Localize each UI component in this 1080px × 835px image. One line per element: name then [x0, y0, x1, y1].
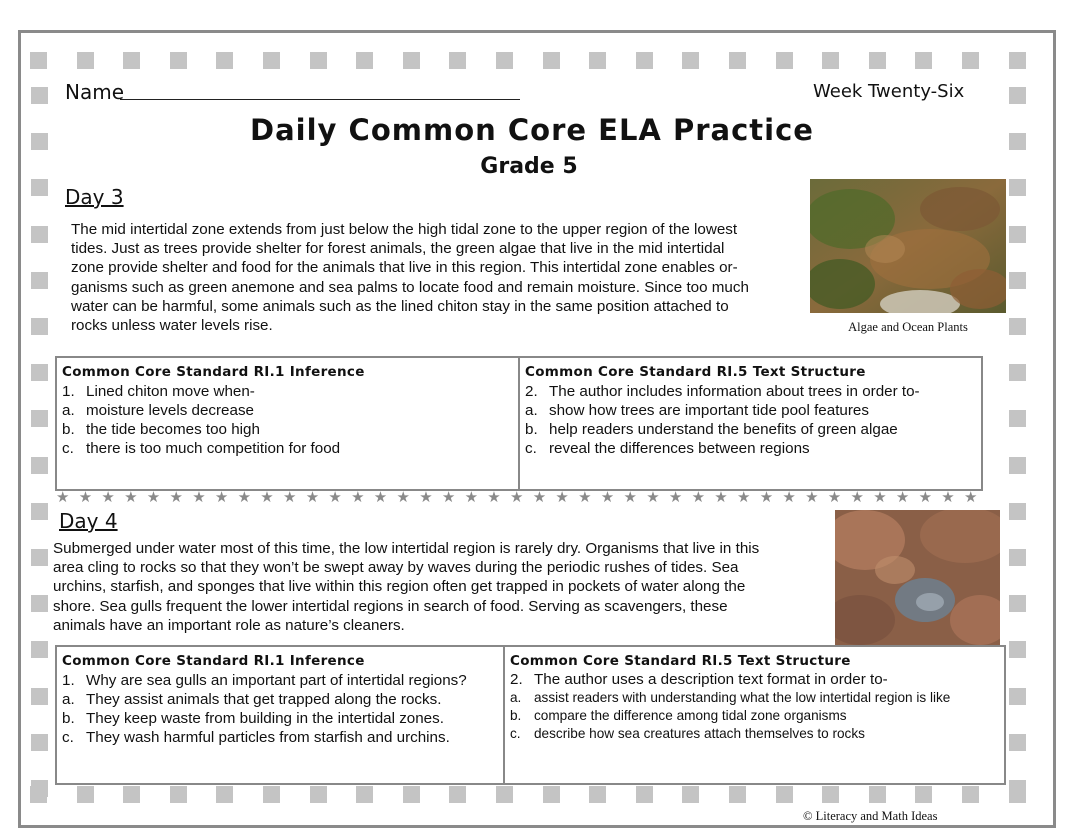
border-square [216, 52, 233, 69]
option-marker: b. [525, 421, 538, 438]
option-marker: a. [62, 691, 75, 708]
divider-star: ★ [827, 489, 842, 506]
week-label: Week Twenty-Six [813, 81, 965, 102]
question-text [62, 383, 255, 400]
passage-line: urchins, starfish, and sponges that live within this region often get trapped in pockets of water along the [53, 578, 746, 596]
border-square [31, 226, 48, 243]
border-square [1009, 364, 1026, 381]
question-number: 2. [510, 671, 523, 688]
question-text [525, 383, 920, 400]
day4-question1-box [55, 645, 505, 785]
option-text: describe how sea creatures attach themselves to rocks [534, 726, 865, 741]
border-square [636, 786, 653, 803]
border-square [915, 786, 932, 803]
passage-line: rocks unless water levels rise. [71, 317, 273, 335]
answer-option[interactable] [525, 440, 810, 457]
option-text: help readers understand the benefits of green algae [549, 421, 898, 438]
option-marker: c. [510, 726, 521, 741]
answer-option[interactable] [510, 708, 847, 723]
border-square [1009, 595, 1026, 612]
divider-star: ★ [782, 489, 796, 506]
border-square [310, 786, 327, 803]
day4-passage [53, 539, 759, 635]
grade-label: Grade 5 [480, 154, 578, 179]
border-square [962, 786, 979, 803]
option-marker: b. [510, 708, 522, 723]
name-label: Name [65, 80, 125, 104]
border-square [123, 786, 140, 803]
border-square [31, 364, 48, 381]
border-square [31, 503, 48, 520]
answer-option[interactable] [62, 421, 260, 438]
border-square [77, 52, 94, 69]
divider-star: ★ [600, 489, 615, 506]
option-text: the tide becomes too high [86, 421, 260, 438]
divider-star: ★ [691, 489, 706, 506]
border-square [636, 52, 653, 69]
border-square [1009, 179, 1026, 196]
question-stem: The author includes information about trees in order to- [549, 383, 920, 400]
border-square [403, 786, 420, 803]
day3-label: Day 3 [65, 185, 124, 209]
border-square [31, 87, 48, 104]
border-square [356, 52, 373, 69]
divider-star: ★ [305, 489, 320, 506]
border-square [30, 52, 47, 69]
border-square [1009, 734, 1026, 751]
divider-star: ★ [964, 489, 978, 506]
divider-star: ★ [464, 489, 479, 506]
divider-star: ★ [623, 489, 637, 506]
border-square [263, 52, 280, 69]
border-square [31, 410, 48, 427]
divider-star: ★ [192, 489, 206, 506]
border-square [729, 52, 746, 69]
option-text: moisture levels decrease [86, 402, 254, 419]
option-marker: b. [62, 421, 75, 438]
border-square [449, 786, 466, 803]
option-marker: c. [62, 440, 74, 457]
day3-question2-box [518, 356, 983, 491]
divider-star: ★ [941, 489, 955, 506]
answer-option[interactable] [62, 440, 340, 457]
border-square [962, 52, 979, 69]
name-blank-line [120, 99, 520, 100]
divider-star: ★ [101, 489, 115, 506]
border-square [543, 786, 560, 803]
border-square [1009, 641, 1026, 658]
border-square [682, 52, 699, 69]
option-text: They wash harmful particles from starfish and urchins. [86, 729, 450, 746]
standard-heading: Common Core Standard RI.5 Text Structure [510, 653, 851, 669]
border-square [496, 786, 513, 803]
divider-star: ★ [260, 489, 274, 506]
passage-line: zone provide shelter and food for the animals that live in this region. This intertidal zone enables or- [71, 259, 738, 277]
divider-star: ★ [873, 489, 887, 506]
border-square [1009, 226, 1026, 243]
photo-caption: Algae and Ocean Plants [848, 320, 968, 334]
divider-star: ★ [56, 489, 70, 506]
passage-line: ganisms such as green anemone and sea palms to locate food and remain moisture. Since too much [71, 278, 749, 296]
divider-star: ★ [237, 489, 252, 506]
divider-star: ★ [850, 489, 864, 506]
border-square [589, 786, 606, 803]
standard-heading: Common Core Standard RI.1 Inference [62, 653, 365, 669]
answer-option[interactable] [62, 402, 254, 419]
divider-star: ★ [578, 489, 592, 506]
option-text: assist readers with understanding what the low intertidal region is like [534, 690, 951, 705]
divider-star: ★ [646, 489, 660, 506]
option-marker: c. [62, 729, 74, 746]
passage-line: tides. Just as trees provide shelter for forest animals, the green algae that live in the mid intertidal [71, 240, 725, 258]
border-square [869, 52, 886, 69]
day3-passage [71, 220, 749, 335]
option-text: show how trees are important tide pool features [549, 402, 869, 419]
border-square [496, 52, 513, 69]
standard-heading: Common Core Standard RI.1 Inference [62, 364, 365, 380]
border-square [31, 641, 48, 658]
divider-star: ★ [714, 489, 728, 506]
border-square [31, 318, 48, 335]
border-square [1009, 52, 1026, 69]
standard-heading: Common Core Standard RI.5 Text Structure [525, 364, 866, 380]
answer-option[interactable] [62, 691, 441, 708]
border-square [589, 52, 606, 69]
copyright-notice: © Literacy and Math Ideas [803, 809, 938, 823]
border-square [1009, 272, 1026, 289]
divider-star: ★ [373, 489, 388, 506]
border-square [31, 734, 48, 751]
answer-option[interactable] [510, 726, 865, 741]
divider-star: ★ [510, 489, 524, 506]
border-square [1009, 549, 1026, 566]
tide-pool-photo [835, 510, 1000, 645]
border-square [403, 52, 420, 69]
answer-option[interactable] [62, 710, 444, 727]
question-text [62, 672, 467, 689]
border-square [1009, 87, 1026, 104]
border-square [915, 52, 932, 69]
divider-star: ★ [169, 489, 183, 506]
question-stem: The author uses a description text format in order to- [534, 671, 888, 688]
option-marker: b. [62, 710, 75, 727]
border-square [1009, 457, 1026, 474]
border-square [869, 786, 886, 803]
border-square [822, 52, 839, 69]
border-square [170, 52, 187, 69]
option-marker: c. [525, 440, 537, 457]
divider-star: ★ [759, 489, 774, 506]
divider-star: ★ [487, 489, 501, 506]
day4-question2-box [503, 645, 1006, 785]
border-square [729, 786, 746, 803]
border-square [776, 786, 793, 803]
question-number: 2. [525, 383, 538, 400]
passage-line: animals have an important role as nature’s cleaners. [53, 616, 405, 634]
divider-star: ★ [918, 489, 933, 506]
question-text [510, 671, 888, 688]
border-square [822, 786, 839, 803]
border-square [31, 549, 48, 566]
divider-star: ★ [441, 489, 456, 506]
option-text: reveal the differences between regions [549, 440, 810, 457]
divider-star: ★ [737, 489, 751, 506]
divider-star: ★ [78, 489, 93, 506]
option-text: They keep waste from building in the intertidal zones. [86, 710, 444, 727]
answer-option[interactable] [525, 421, 898, 438]
page-title: Daily Common Core ELA Practice [250, 113, 814, 147]
border-square [77, 786, 94, 803]
tide-pool-photo-image [835, 510, 1000, 645]
option-text: compare the difference among tidal zone organisms [534, 708, 847, 723]
divider-star: ★ [532, 489, 547, 506]
passage-line: The mid intertidal zone extends from just below the high tidal zone to the upper region of the lowest [71, 221, 738, 238]
border-square [1009, 688, 1026, 705]
border-square [31, 272, 48, 289]
border-square [310, 52, 327, 69]
divider-star: ★ [283, 489, 297, 506]
border-square [263, 786, 280, 803]
border-square [1009, 410, 1026, 427]
border-square [1009, 503, 1026, 520]
passage-line: area cling to rocks so that they won’t be swept away by waves during the periodic rushes of tides. Sea [53, 559, 739, 577]
option-text: They assist animals that get trapped along the rocks. [86, 691, 442, 708]
option-marker: a. [510, 690, 522, 705]
answer-option[interactable] [62, 729, 450, 746]
divider-star: ★ [214, 489, 229, 506]
border-square [682, 786, 699, 803]
algae-photo [810, 179, 1006, 313]
option-text: there is too much competition for food [86, 440, 341, 457]
day4-label: Day 4 [59, 509, 118, 533]
divider-star: ★ [124, 489, 138, 506]
answer-option[interactable] [525, 402, 869, 419]
border-square [31, 688, 48, 705]
divider-star: ★ [805, 489, 819, 506]
border-square [170, 786, 187, 803]
passage-line: Submerged under water most of this time, the low intertidal region is rarely dry. Organisms that live in this [53, 540, 760, 557]
divider-star: ★ [351, 489, 365, 506]
day3-question1-box [55, 356, 520, 491]
border-square [1009, 780, 1026, 797]
border-square [1009, 318, 1026, 335]
divider-star: ★ [419, 489, 433, 506]
algae-photo-image [810, 179, 1006, 313]
divider-star: ★ [555, 489, 569, 506]
border-square [356, 786, 373, 803]
divider-star: ★ [146, 489, 161, 506]
question-number: 1. [62, 383, 75, 400]
passage-line: shore. Sea gulls frequent the lower intertidal regions in search of food. Serving as scavengers, these [53, 597, 728, 615]
border-square [31, 595, 48, 612]
border-square [31, 179, 48, 196]
question-number: 1. [62, 672, 75, 689]
question-stem: Why are sea gulls an important part of intertidal regions? [86, 672, 467, 689]
passage-line: water can be harmful, some animals such as the lined chiton stay in the same position attached to [71, 297, 729, 315]
border-square [123, 52, 140, 69]
border-square [216, 786, 233, 803]
border-square [776, 52, 793, 69]
option-marker: a. [525, 402, 538, 419]
option-marker: a. [62, 402, 75, 419]
divider-star: ★ [396, 489, 410, 506]
border-square [449, 52, 466, 69]
border-square [31, 457, 48, 474]
divider-star: ★ [668, 489, 683, 506]
border-square [31, 780, 48, 797]
answer-option[interactable] [510, 690, 950, 705]
divider-star: ★ [895, 489, 910, 506]
question-stem: Lined chiton move when- [86, 383, 255, 400]
border-square [543, 52, 560, 69]
divider-star: ★ [328, 489, 342, 506]
